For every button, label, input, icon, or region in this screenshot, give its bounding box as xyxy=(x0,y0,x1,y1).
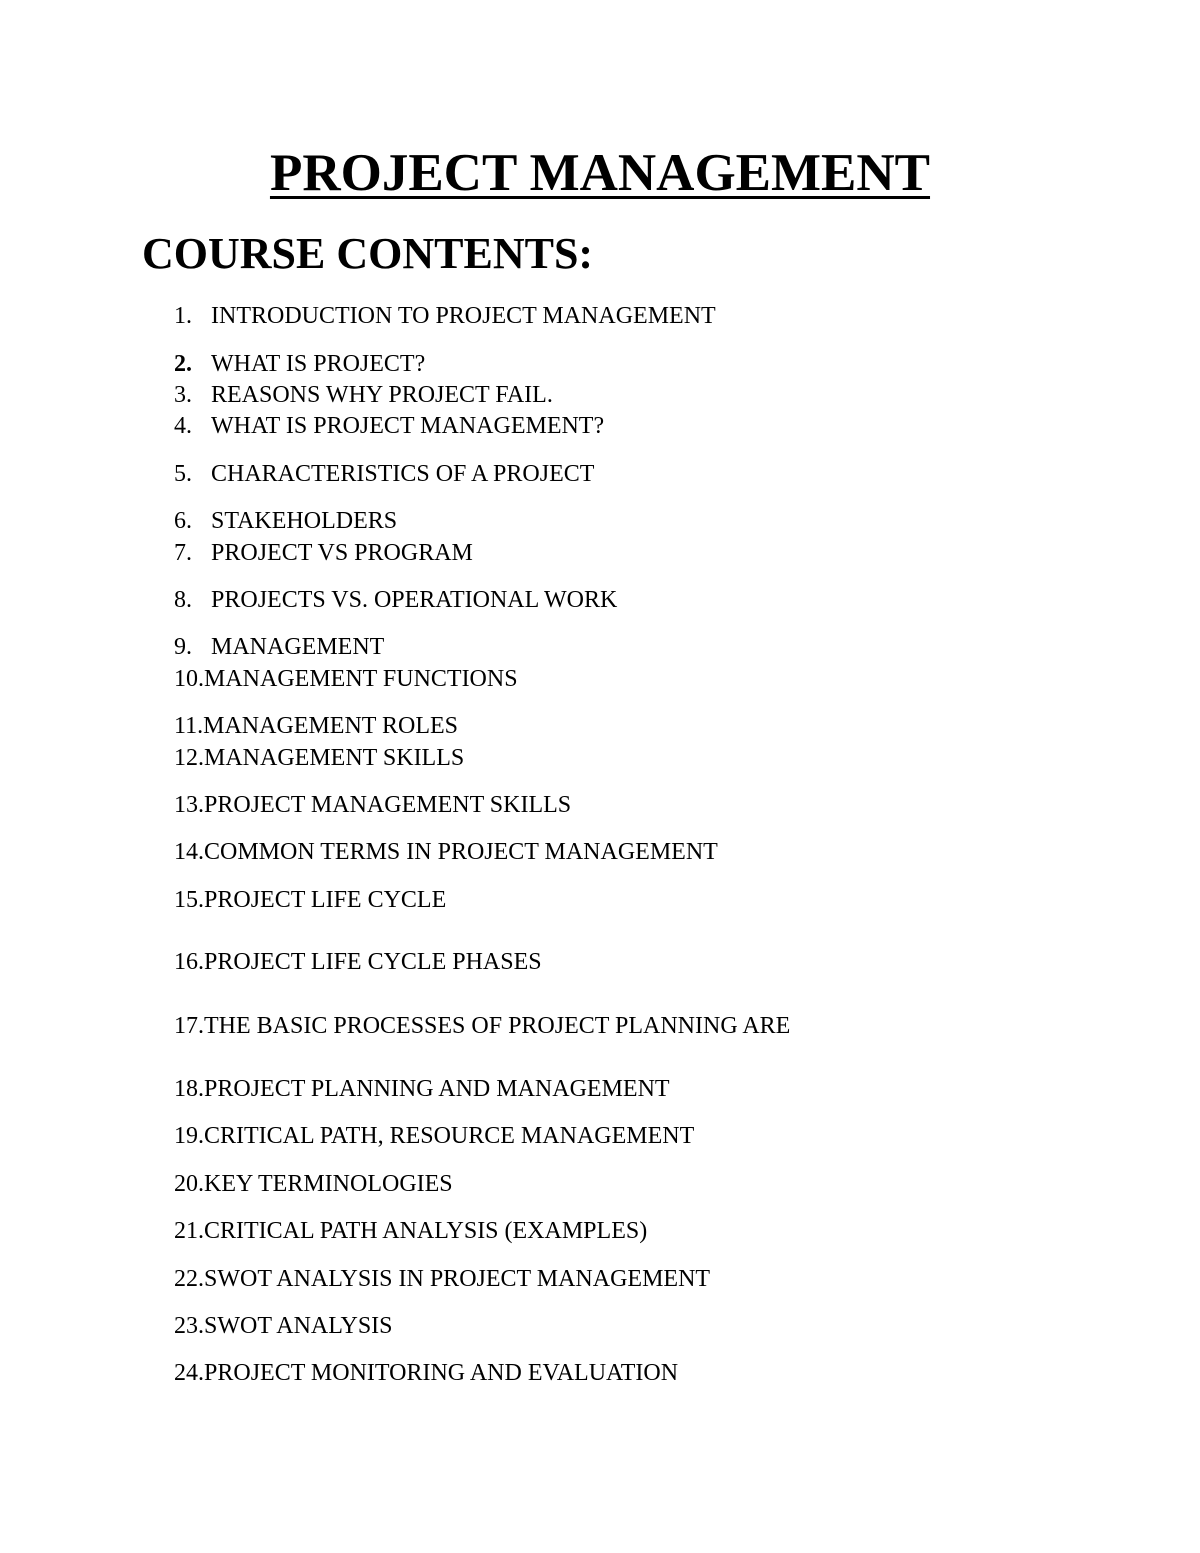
list-item-label: PROJECT MONITORING AND EVALUATION xyxy=(204,1360,679,1386)
list-item-number: 13. xyxy=(174,792,204,818)
course-contents-heading: COURSE CONTENTS: xyxy=(142,229,594,278)
list-item-number: 12. xyxy=(174,745,204,771)
list-item xyxy=(174,710,458,742)
list-item xyxy=(174,1073,670,1105)
list-item xyxy=(174,379,553,411)
list-item-number: 19. xyxy=(174,1123,204,1149)
list-item-number: 20. xyxy=(174,1171,204,1197)
list-item-number: 7. xyxy=(174,540,192,566)
list-item-label: SWOT ANALYSIS IN PROJECT MANAGEMENT xyxy=(204,1266,711,1292)
list-item-number: 10. xyxy=(174,666,204,692)
list-item-label: PROJECT LIFE CYCLE PHASES xyxy=(204,949,542,975)
list-item xyxy=(174,348,425,380)
list-item-label: INTRODUCTION TO PROJECT MANAGEMENT xyxy=(211,303,716,329)
list-item-number: 24. xyxy=(174,1360,204,1386)
list-item-number: 23. xyxy=(174,1313,204,1339)
list-item xyxy=(174,884,446,916)
list-item-label: PROJECT VS PROGRAM xyxy=(211,540,473,566)
list-item-label: PROJECT MANAGEMENT SKILLS xyxy=(204,792,572,818)
list-item xyxy=(174,946,542,978)
list-item-number: 21. xyxy=(174,1218,204,1244)
list-item-number: 11. xyxy=(174,713,204,739)
list-item xyxy=(174,410,604,442)
list-item-label: THE BASIC PROCESSES OF PROJECT PLANNING ARE xyxy=(204,1013,791,1039)
list-item xyxy=(174,631,384,663)
list-item-number: 17. xyxy=(174,1013,204,1039)
list-item xyxy=(174,742,464,774)
list-item-number: 16. xyxy=(174,949,204,975)
list-item-number: 5. xyxy=(174,461,192,487)
list-item-label: WHAT IS PROJECT MANAGEMENT? xyxy=(211,413,605,439)
list-item xyxy=(174,505,397,537)
list-item-label: WHAT IS PROJECT? xyxy=(211,351,426,377)
list-item-label: SWOT ANALYSIS xyxy=(204,1313,393,1339)
list-item xyxy=(174,300,716,332)
list-item-number: 3. xyxy=(174,382,192,408)
list-item-number: 6. xyxy=(174,508,192,534)
list-item xyxy=(174,789,571,821)
list-item-label: MANAGEMENT ROLES xyxy=(203,713,459,739)
list-item-number: 22. xyxy=(174,1266,204,1292)
list-item-number: 15. xyxy=(174,887,204,913)
list-item xyxy=(174,1120,694,1152)
list-item-label: MANAGEMENT SKILLS xyxy=(204,745,465,771)
list-item-label: KEY TERMINOLOGIES xyxy=(204,1171,453,1197)
list-item xyxy=(174,1168,453,1200)
list-item-number: 9. xyxy=(174,634,192,660)
list-item-label: STAKEHOLDERS xyxy=(211,508,398,534)
list-item-number: 4. xyxy=(174,413,192,439)
list-item xyxy=(174,836,718,868)
list-item-label: PROJECT LIFE CYCLE xyxy=(204,887,447,913)
list-item-label: CRITICAL PATH ANALYSIS (EXAMPLES) xyxy=(204,1218,648,1244)
list-item-label: CHARACTERISTICS OF A PROJECT xyxy=(211,461,595,487)
document-title xyxy=(0,138,1200,208)
list-item-label: PROJECTS VS. OPERATIONAL WORK xyxy=(211,587,618,613)
list-item-number: 1. xyxy=(174,303,192,329)
list-item-label: MANAGEMENT xyxy=(211,634,385,660)
list-item xyxy=(174,584,617,616)
list-item-number: 8. xyxy=(174,587,192,613)
list-item-label: REASONS WHY PROJECT FAIL. xyxy=(211,382,553,408)
list-item xyxy=(174,537,473,569)
list-item-label: MANAGEMENT FUNCTIONS xyxy=(204,666,518,692)
list-item xyxy=(174,1010,790,1042)
list-item xyxy=(174,1215,647,1247)
list-item-label: COMMON TERMS IN PROJECT MANAGEMENT xyxy=(204,839,718,865)
list-item xyxy=(174,1263,710,1295)
document-title-text: PROJECT MANAGEMENT xyxy=(269,144,931,202)
list-item xyxy=(174,1357,678,1389)
list-item-number: 2. xyxy=(174,351,192,377)
list-item-label: PROJECT PLANNING AND MANAGEMENT xyxy=(204,1076,670,1102)
list-item-label: CRITICAL PATH, RESOURCE MANAGEMENT xyxy=(204,1123,695,1149)
list-item xyxy=(174,1310,393,1342)
list-item xyxy=(174,663,518,695)
list-item xyxy=(174,458,594,490)
list-item-number: 18. xyxy=(174,1076,204,1102)
list-item-number: 14. xyxy=(174,839,204,865)
